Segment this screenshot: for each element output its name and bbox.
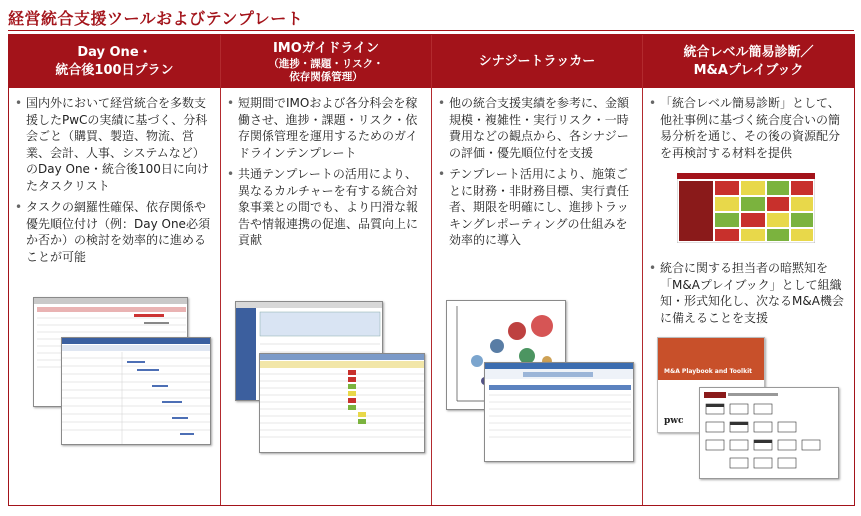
- header-line: 依存関係管理）: [289, 70, 363, 83]
- bullet-item: • タスクの網羅性確保、依存関係や優先順位付け（例：Day One必須か否か）の検討を効率的に進めることが可能: [15, 199, 214, 265]
- bullet-list: [227, 95, 425, 249]
- column-integration-diagnosis: [642, 35, 854, 505]
- diagnosis-matrix-thumbnail: [677, 173, 815, 243]
- synergy-tracker-screenshot: [446, 300, 638, 465]
- header-line: シナジートラッカー: [478, 53, 596, 69]
- bullet-item: • 共通テンプレートの活用により、異なるカルチャーを有する統合対象事業との間でも、より円滑な報告や情報連携の促進、品質向上に貢献: [227, 166, 425, 249]
- bullet-item: • 短期間でIMOおよび各分科会を稼働させ、進捗・課題・リスク・依存関係管理を運用するためのガイドラインテンプレート: [227, 95, 425, 161]
- column-header: [9, 35, 220, 89]
- column-header: [221, 35, 431, 89]
- header-line: Day One・: [77, 44, 152, 60]
- column-imo-guideline: [220, 35, 431, 505]
- bullet-list: [649, 95, 848, 161]
- column-day-one: [9, 35, 220, 505]
- header-line: M&Aプレイブック: [693, 62, 804, 78]
- header-line: IMOガイドライン: [272, 40, 380, 56]
- imo-dashboard-screenshot: [235, 301, 427, 456]
- bullet-list: [649, 260, 848, 326]
- bullet-item: • テンプレート活用により、施策ごとに財務・非財務目標、実行責任者、期限を明確にし、進捗トラッキングレポーティングの仕組みを効率的に導入: [438, 166, 636, 249]
- column-header: [432, 35, 642, 89]
- bullet-item: • 国内外において経営統合を多数支援したPwCの実績に基づく、分科会ごと（購買、製造、物流、営業、会計、人事、システムなど）のDay One・統合後100日に向けたタスクリスト: [15, 95, 214, 194]
- bullet-item: • 「統合レベル簡易診断」として、他社事例に基づく統合度合いの簡易分析を通じ、その後の資源配分を再検討する材料を提供: [649, 95, 848, 161]
- task-list-screenshot: [33, 297, 208, 447]
- title-divider: [8, 30, 854, 31]
- header-line: （進捗・課題・リスク・: [268, 57, 384, 70]
- tool-grid: [8, 34, 855, 506]
- bullet-list: [15, 95, 214, 265]
- bullet-list: [438, 95, 636, 249]
- playbook-title: M&A Playbook and Toolkit: [664, 368, 752, 375]
- column-header: [643, 35, 854, 89]
- header-line: 統合後100日プラン: [55, 62, 174, 78]
- page-title: 経営統合支援ツールおよびテンプレート: [8, 9, 304, 28]
- pwc-logo: pwc: [664, 416, 684, 426]
- header-line: 統合レベル簡易診断／: [683, 44, 814, 60]
- bullet-item: • 統合に関する担当者の暗黙知を「M&Aプレイブック」として組織知・形式知化し、次なるM&A機会に備えることを支援: [649, 260, 848, 326]
- playbook-thumbnail: [657, 337, 849, 482]
- column-synergy-tracker: [431, 35, 642, 505]
- bullet-item: • 他の統合支援実績を参考に、金額規模・複雑性・実行リスク・一時費用などの観点から、各シナジーの評価・優先順位付を支援: [438, 95, 636, 161]
